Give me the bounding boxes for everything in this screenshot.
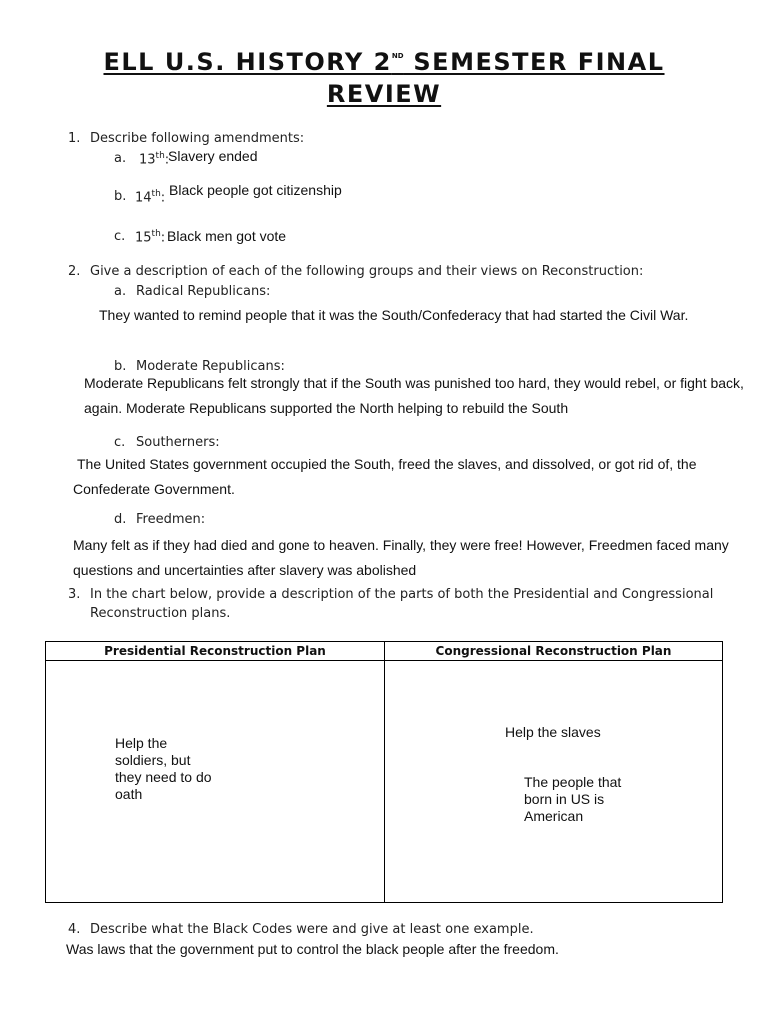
congressional-plan-answer-1: Help the slaves	[505, 724, 601, 740]
q1-item-a-label: 13th:	[139, 151, 170, 168]
presidential-plan-cell[interactable]	[46, 661, 385, 903]
congressional-plan-cell[interactable]	[385, 661, 723, 903]
q1-item-c-answer: Black men got vote	[167, 228, 287, 244]
presidential-plan-answer: Help the soldiers, but they need to do oath	[115, 735, 212, 802]
q1-item-a-answer: Slavery ended	[168, 148, 258, 164]
q2-prompt: Give a description of each of the following groups and their views on Reconstruction:	[90, 264, 644, 279]
q2-group-c-answer-line2: Confederate Government.	[73, 481, 235, 497]
table-body-row	[46, 661, 723, 903]
table-header-row	[46, 642, 723, 661]
q2-group-b-letter: b.	[114, 359, 127, 374]
q3-number: 3.	[68, 587, 81, 602]
q1-number: 1.	[68, 131, 81, 146]
q1-item-b-answer: Black people got citizenship	[169, 182, 342, 198]
q2-group-a-answer: They wanted to remind people that it was the South/Confederacy that had started the Civil War.	[99, 307, 689, 323]
q4-answer: Was laws that the government put to control the black people after the freedom.	[66, 941, 559, 957]
q1-item-b-label: 14th:	[135, 189, 166, 206]
q2-group-b-answer-line1: Moderate Republicans felt strongly that if the South was punished too hard, they would rebel, or fight back,	[84, 375, 744, 391]
q4-number: 4.	[68, 922, 81, 937]
document-title-line2: REVIEW	[326, 80, 442, 108]
q1-item-a-letter: a.	[114, 151, 127, 166]
title-text-part1: ELL U.S. HISTORY 2	[103, 48, 392, 76]
q2-group-c-label: Southerners:	[136, 435, 220, 450]
q1-item-b-letter: b.	[114, 189, 127, 204]
q1-prompt: Describe following amendments:	[90, 131, 305, 146]
congressional-plan-header: Congressional Reconstruction Plan	[385, 642, 723, 661]
reconstruction-plan-table	[45, 641, 723, 903]
title-superscript: ND	[391, 52, 404, 60]
q3-prompt-line1: In the chart below, provide a description of the parts of both the Presidential and Congressional	[90, 587, 714, 602]
q1-item-c-label: 15th:	[135, 229, 166, 246]
q2-group-d-label: Freedmen:	[136, 512, 206, 527]
q2-group-c-letter: c.	[114, 435, 126, 450]
q2-group-b-label: Moderate Republicans:	[136, 359, 285, 374]
q2-group-b-answer-line2: again. Moderate Republicans supported the North helping to rebuild the South	[84, 400, 569, 416]
q1-item-c-letter: c.	[114, 229, 126, 244]
presidential-plan-header: Presidential Reconstruction Plan	[46, 642, 385, 661]
q3-prompt-line2: Reconstruction plans.	[90, 606, 231, 621]
congressional-plan-answer-2: The people that born in US is American	[524, 774, 622, 824]
q2-group-a-letter: a.	[114, 284, 127, 299]
q4-prompt: Describe what the Black Codes were and give at least one example.	[90, 922, 534, 937]
q2-group-a-label: Radical Republicans:	[136, 284, 271, 299]
q2-number: 2.	[68, 264, 81, 279]
title-text-part2: SEMESTER FINAL	[403, 48, 665, 76]
q2-group-d-answer-line2: questions and uncertainties after slavery was abolished	[73, 562, 417, 578]
document-title-line1	[0, 48, 768, 76]
q2-group-d-answer-line1: Many felt as if they had died and gone to heaven. Finally, they were free! However, Freedmen faced many	[73, 537, 729, 553]
q2-group-c-answer-line1: The United States government occupied the South, freed the slaves, and dissolved, or got rid of, the	[77, 456, 697, 472]
q2-group-d-letter: d.	[114, 512, 127, 527]
